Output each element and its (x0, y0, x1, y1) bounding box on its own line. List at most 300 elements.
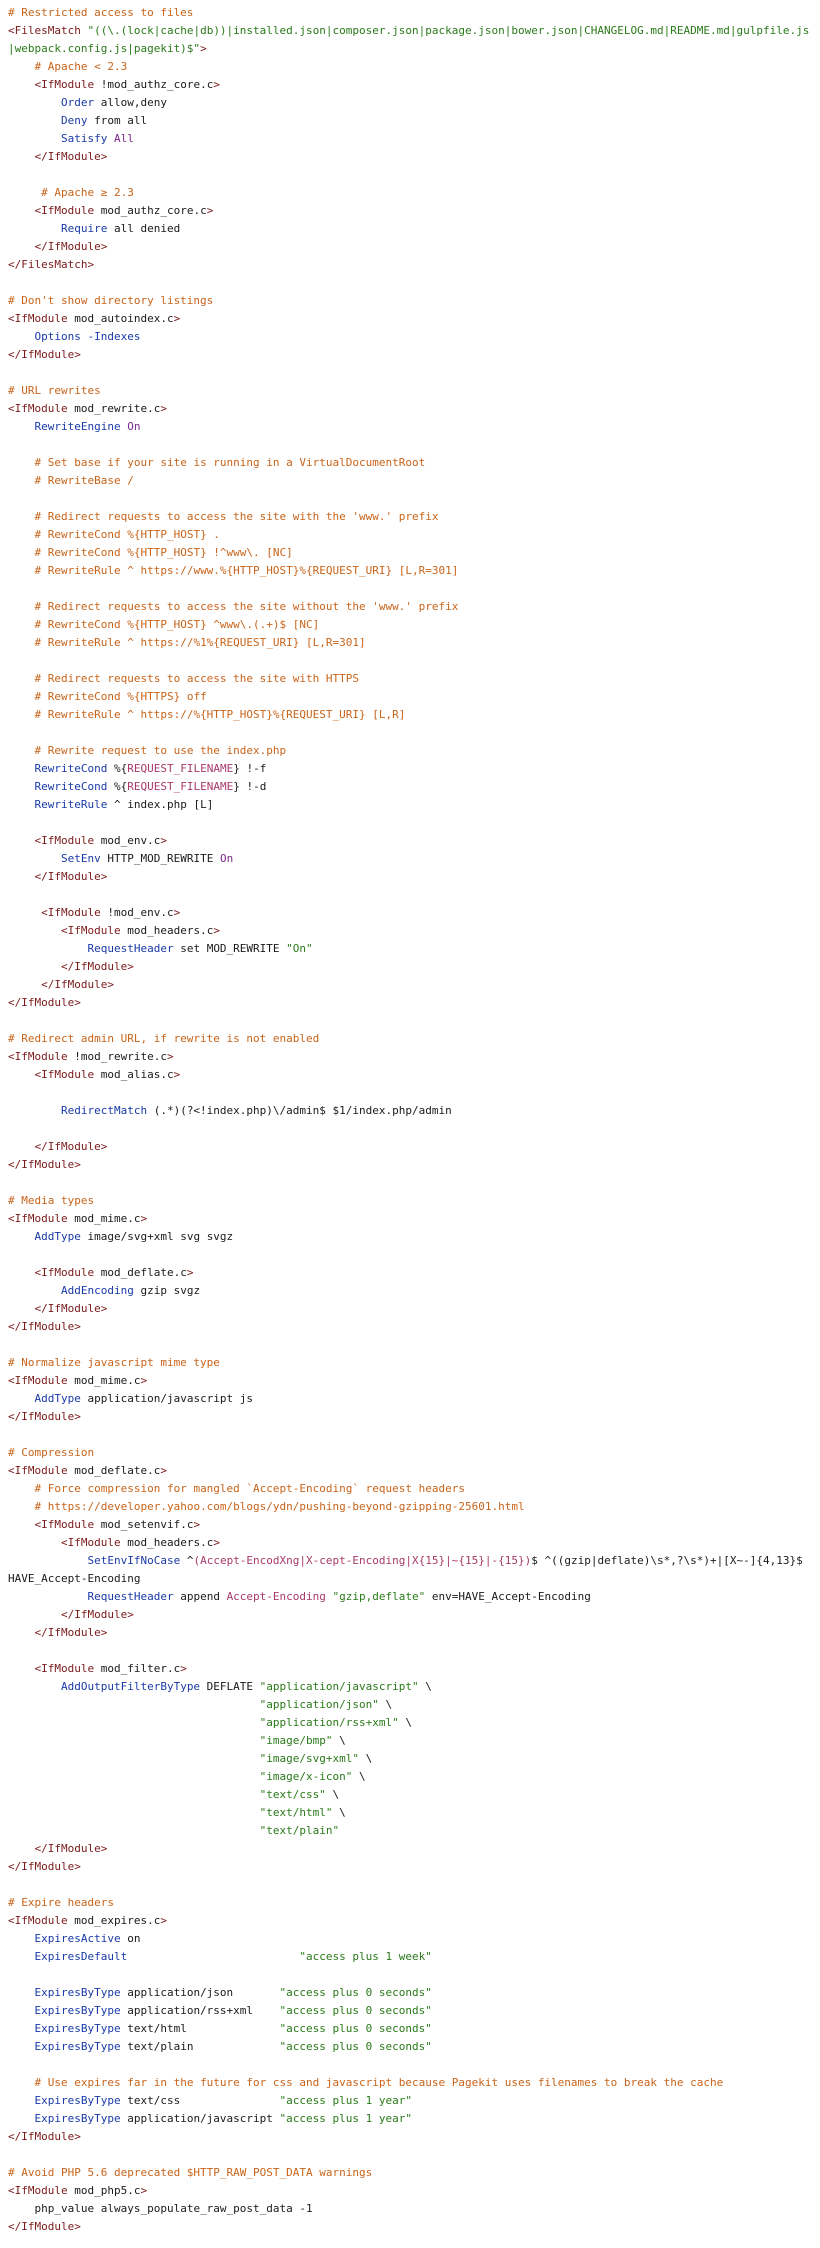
code-token (8, 1698, 260, 1711)
code-line (8, 1768, 812, 1786)
code-token (8, 780, 35, 793)
code-token: <IfModule (34, 1068, 101, 1081)
code-line (8, 1948, 812, 1966)
code-line (8, 1048, 812, 1066)
code-token: </IfModule> (60, 1608, 134, 1621)
code-token (8, 672, 35, 685)
code-token (8, 420, 35, 433)
code-token: RewriteCond (34, 762, 108, 775)
code-line (8, 1894, 812, 1912)
code-line (8, 1732, 812, 1750)
code-token: Options (34, 330, 81, 343)
code-token: </IfModule> (8, 2220, 81, 2233)
code-token: image/svg+xml svg svgz (80, 1230, 234, 1243)
code-token (8, 1986, 35, 1999)
code-token: "((\.(lock|cache|db))|installed.json|composer.json|package.json|bower.json|CHANGELOG.md|README.md|gulpfile.js|webpack.config.js|pagekit)$" (8, 24, 810, 55)
code-token: # Force compression for mangled `Accept-Encoding` request headers (34, 1482, 465, 1495)
code-token (8, 222, 61, 235)
code-token: # Use expires far in the future for css and javascript because Pagekit uses filenames to break the cache (34, 2076, 724, 2089)
code-token: # https://developer.yahoo.com/blogs/ydn/pushing-beyond-gzipping-25601.html (34, 1500, 525, 1513)
code-token: ^ (180, 1554, 194, 1567)
code-line (8, 1696, 812, 1714)
code-token (8, 78, 35, 91)
code-token: !mod_rewrite.c (74, 1050, 167, 1063)
code-line (8, 1642, 812, 1660)
code-line (8, 4, 812, 22)
code-token: %{ (107, 762, 128, 775)
code-token: "image/svg+xml" (259, 1752, 360, 1765)
code-token: <IfModule (8, 312, 75, 325)
code-token: "access plus 1 week" (299, 1950, 432, 1963)
code-token (8, 1824, 260, 1837)
code-token (8, 924, 61, 937)
code-token: allow,deny (94, 96, 167, 109)
code-line (8, 1498, 812, 1516)
code-token: mod_autoindex.c (74, 312, 174, 325)
code-line (8, 1192, 812, 1210)
code-token: %{ (107, 780, 128, 793)
code-token (8, 690, 35, 703)
code-line (8, 1840, 812, 1858)
code-token (107, 132, 114, 145)
code-token: "On" (286, 942, 313, 955)
code-token: > (173, 312, 181, 325)
code-token: REQUEST_FILENAME (127, 780, 234, 793)
code-token (8, 744, 35, 757)
code-token: from all (87, 114, 148, 127)
code-token: </IfModule> (34, 1140, 108, 1153)
code-token: Deny (60, 114, 88, 127)
code-token: > (173, 906, 181, 919)
code-token (8, 1680, 61, 1693)
code-token (8, 1392, 35, 1405)
code-token: AddType (34, 1230, 81, 1243)
code-token: RewriteEngine (34, 420, 121, 433)
code-token: "access plus 0 seconds" (279, 2040, 432, 2053)
code-token: mod_rewrite.c (74, 402, 161, 415)
code-token (8, 1932, 35, 1945)
code-line (8, 706, 812, 724)
code-token (8, 1302, 35, 1315)
code-line (8, 1156, 812, 1174)
code-line (8, 454, 812, 472)
code-token: SetEnv (60, 852, 101, 865)
code-token: </IfModule> (34, 870, 108, 883)
code-token (8, 1590, 87, 1603)
code-line (8, 238, 812, 256)
code-token: <IfModule (8, 2184, 75, 2197)
code-line (8, 616, 812, 634)
code-token: "access plus 0 seconds" (279, 2022, 432, 2035)
code-token: # Redirect requests to access the site without the 'www.' prefix (34, 600, 459, 613)
code-token: (Accept-EncodXng|X-cept-Encoding|X{15}|~{15}|-{15}) (193, 1554, 532, 1567)
code-line (8, 580, 812, 598)
code-token: <IfModule (8, 1212, 75, 1225)
code-token: </IfModule> (8, 2130, 81, 2143)
code-token: application/json (120, 1986, 280, 1999)
code-token: <IfModule (41, 906, 108, 919)
code-line (8, 148, 812, 166)
code-token (8, 186, 41, 199)
code-token: # Set base if your site is running in a VirtualDocumentRoot (34, 456, 426, 469)
code-line (8, 1174, 812, 1192)
code-line (8, 976, 812, 994)
code-token: # RewriteCond %{HTTP_HOST} . (34, 528, 220, 541)
code-token: "image/x-icon" (259, 1770, 353, 1783)
code-token: # Redirect admin URL, if rewrite is not enabled (8, 1032, 320, 1045)
code-line (8, 562, 812, 580)
code-line (8, 1012, 812, 1030)
code-line (8, 688, 812, 706)
code-token: <IfModule (8, 1464, 75, 1477)
code-token: > (180, 1662, 187, 1675)
code-token (8, 1662, 35, 1675)
code-token (8, 1536, 61, 1549)
code-token: "access plus 1 year" (279, 2094, 412, 2107)
code-line (8, 958, 812, 976)
code-token: <IfModule (34, 1266, 101, 1279)
code-line (8, 1408, 812, 1426)
code-token (8, 1950, 35, 1963)
code-token (8, 618, 35, 631)
code-line (8, 598, 812, 616)
code-token: SetEnvIfNoCase (87, 1554, 181, 1567)
code-line (8, 760, 812, 778)
code-token: On (127, 420, 141, 433)
code-token (8, 1482, 35, 1495)
code-token (8, 1068, 35, 1081)
code-token: mod_filter.c (100, 1662, 181, 1675)
code-line (8, 796, 812, 814)
code-token: ExpiresByType (34, 1986, 121, 1999)
code-token: "image/bmp" (259, 1734, 333, 1747)
code-line (8, 1966, 812, 1984)
code-token (8, 528, 35, 541)
code-token: <IfModule (34, 204, 101, 217)
code-token: php_value always_populate_raw_post_data -1 (8, 2202, 313, 2215)
code-token: mod_php5.c (74, 2184, 141, 2197)
code-token: # Compression (8, 1446, 95, 1459)
code-token (8, 60, 35, 73)
code-line (8, 1282, 812, 1300)
code-line (8, 886, 812, 904)
code-line (8, 2002, 812, 2020)
code-token (8, 762, 35, 775)
code-token: mod_alias.c (100, 1068, 174, 1081)
code-line (8, 112, 812, 130)
code-token: # Normalize javascript mime type (8, 1356, 220, 1369)
code-line (8, 868, 812, 886)
code-line (8, 1336, 812, 1354)
code-line (8, 1606, 812, 1624)
code-token (8, 1500, 35, 1513)
code-line (8, 1066, 812, 1084)
code-token: <IfModule (34, 1662, 101, 1675)
code-token: # Rewrite request to use the index.php (34, 744, 287, 757)
code-line (8, 382, 812, 400)
code-token: </IfModule> (34, 240, 108, 253)
code-token (8, 906, 41, 919)
code-token: </IfModule> (34, 150, 108, 163)
code-token (8, 1266, 35, 1279)
code-token: > (213, 78, 220, 91)
code-line (8, 1804, 812, 1822)
code-line (8, 922, 812, 940)
code-token: <IfModule (60, 924, 128, 937)
code-token: "access plus 1 year" (279, 2112, 412, 2125)
code-token: # Avoid PHP 5.6 deprecated $HTTP_RAW_POST_DATA warnings (8, 2166, 373, 2179)
code-token: ^ index.php [L] (107, 798, 214, 811)
code-token: "access plus 0 seconds" (279, 2004, 432, 2017)
code-token (8, 834, 35, 847)
code-token: # RewriteCond %{HTTPS} off (34, 690, 207, 703)
code-token: "text/html" (259, 1806, 333, 1819)
code-token (8, 870, 35, 883)
code-token: # Apache ≥ 2.3 (41, 186, 134, 199)
code-token: AddOutputFilterByType (60, 1680, 201, 1693)
code-line (8, 814, 812, 832)
code-line (8, 2056, 812, 2074)
code-line (8, 1786, 812, 1804)
code-token (8, 978, 41, 991)
code-token: \ (418, 1680, 432, 1693)
code-token (8, 1230, 35, 1243)
code-line (8, 1084, 812, 1102)
code-token: # Redirect requests to access the site with the 'www.' prefix (34, 510, 439, 523)
code-line (8, 1210, 812, 1228)
code-line (8, 1102, 812, 1120)
code-token: text/css (120, 2094, 280, 2107)
code-line (8, 1120, 812, 1138)
code-line (8, 1390, 812, 1408)
code-line (8, 1426, 812, 1444)
code-token: "application/rss+xml" (259, 1716, 399, 1729)
code-token: <IfModule (34, 1518, 101, 1531)
code-token (8, 1104, 61, 1117)
code-token: Require (60, 222, 108, 235)
code-token: \ (378, 1698, 393, 1711)
code-line (8, 544, 812, 562)
code-token: application/javascript (120, 2112, 280, 2125)
code-token: application/rss+xml (120, 2004, 280, 2017)
code-line (8, 2128, 812, 2146)
code-token (8, 1518, 35, 1531)
code-token (326, 1590, 333, 1603)
code-line (8, 472, 812, 490)
code-token (8, 1734, 260, 1747)
code-token: > (213, 1536, 220, 1549)
code-line (8, 1984, 812, 2002)
code-line (8, 832, 812, 850)
code-token: env=HAVE_Accept-Encoding (425, 1590, 591, 1603)
code-token: mod_deflate.c (100, 1266, 187, 1279)
code-line (8, 22, 812, 58)
code-line (8, 1876, 812, 1894)
code-token (8, 2022, 35, 2035)
code-line (8, 76, 812, 94)
code-line (8, 2200, 812, 2218)
code-token: # RewriteRule ^ https://%1%{REQUEST_URI} [L,R=301] (34, 636, 366, 649)
code-token: <IfModule (34, 78, 101, 91)
code-line (8, 1750, 812, 1768)
code-line (8, 2020, 812, 2038)
code-token: > (206, 204, 214, 217)
code-token: RewriteRule (34, 798, 108, 811)
code-token (8, 2004, 35, 2017)
code-token: </IfModule> (8, 348, 81, 361)
code-line (8, 940, 812, 958)
code-line (8, 184, 812, 202)
code-token: <IfModule (34, 834, 101, 847)
code-token (8, 2112, 35, 2125)
code-token (8, 564, 35, 577)
code-line (8, 670, 812, 688)
code-line (8, 436, 812, 454)
code-line (8, 508, 812, 526)
code-token (8, 1788, 260, 1801)
code-token (8, 1842, 35, 1855)
code-line (8, 2092, 812, 2110)
code-token: > (140, 2184, 148, 2197)
code-line (8, 346, 812, 364)
code-token: ExpiresByType (34, 2112, 121, 2125)
code-token: > (160, 402, 167, 415)
code-token: > (140, 1374, 148, 1387)
code-token: mod_deflate.c (74, 1464, 161, 1477)
code-token: # Apache < 2.3 (34, 60, 128, 73)
code-token: HTTP_MOD_REWRITE (100, 852, 220, 865)
code-token: # Restricted access to files (8, 6, 194, 19)
code-token: "gzip,deflate" (332, 1590, 426, 1603)
code-token: ExpiresActive (34, 1932, 121, 1945)
code-token: # Don't show directory listings (8, 294, 214, 307)
code-line (8, 1030, 812, 1048)
code-token: mod_env.c (100, 834, 161, 847)
code-token (8, 96, 61, 109)
code-line (8, 130, 812, 148)
code-line (8, 1678, 812, 1696)
code-token (8, 1770, 260, 1783)
code-line (8, 310, 812, 328)
code-token: > (193, 1518, 201, 1531)
code-token: (.*)(?<!index.php)\/admin$ $1/index.php/admin (147, 1104, 452, 1117)
code-token: <IfModule (8, 1374, 75, 1387)
code-token (8, 708, 35, 721)
code-token: </IfModule> (8, 1860, 81, 1873)
code-line (8, 1588, 812, 1606)
code-token: </IfModule> (60, 960, 134, 973)
code-line (8, 742, 812, 760)
code-token (8, 942, 87, 955)
code-line (8, 256, 812, 274)
code-token: mod_expires.c (74, 1914, 161, 1927)
code-token (8, 474, 35, 487)
code-token: > (166, 1050, 174, 1063)
code-token: mod_mime.c (74, 1212, 141, 1225)
code-token (8, 852, 61, 865)
code-line (8, 1624, 812, 1642)
code-token: <IfModule (8, 1914, 75, 1927)
code-token: AddType (34, 1392, 81, 1405)
code-line (8, 418, 812, 436)
code-line (8, 1228, 812, 1246)
code-line (8, 202, 812, 220)
code-token: RedirectMatch (60, 1104, 148, 1117)
code-token: $ ^((gzip|deflate)\s*,?\s*)+|[X~-]{4,13}$ HAVE_Accept-Encoding (8, 1554, 810, 1585)
code-token: gzip svgz (133, 1284, 201, 1297)
code-token: </IfModule> (8, 996, 81, 1009)
code-line (8, 2182, 812, 2200)
code-token (8, 240, 35, 253)
code-line (8, 1246, 812, 1264)
code-line (8, 1858, 812, 1876)
code-line (8, 1822, 812, 1840)
code-token: Accept-Encoding (226, 1590, 326, 1603)
code-token: mod_mime.c (74, 1374, 141, 1387)
code-line (8, 1300, 812, 1318)
code-token: </IfModule> (8, 1410, 81, 1423)
code-token: </IfModule> (34, 1302, 108, 1315)
code-line (8, 2038, 812, 2056)
code-token: append (173, 1590, 227, 1603)
code-token (8, 1140, 35, 1153)
code-token: \ (325, 1788, 340, 1801)
code-line (8, 652, 812, 670)
code-line (8, 2164, 812, 2182)
code-line (8, 1354, 812, 1372)
code-token: # Redirect requests to access the site with HTTPS (34, 672, 360, 685)
code-token: } !-f (233, 762, 267, 775)
code-token: \ (332, 1806, 346, 1819)
code-token (8, 456, 35, 469)
code-token: "access plus 0 seconds" (279, 1986, 432, 1999)
code-line (8, 166, 812, 184)
code-token: on (120, 1932, 141, 1945)
code-token: # RewriteBase / (34, 474, 134, 487)
code-token (8, 132, 61, 145)
code-token: ExpiresByType (34, 2094, 121, 2107)
code-token (8, 1608, 61, 1621)
code-token: <IfModule (60, 1536, 128, 1549)
code-line (8, 328, 812, 346)
code-token: !mod_env.c (107, 906, 174, 919)
code-token: mod_authz_core.c (100, 204, 207, 217)
code-token: \ (332, 1734, 346, 1747)
code-line (8, 994, 812, 1012)
code-token: # URL rewrites (8, 384, 101, 397)
code-line (8, 1552, 812, 1588)
code-token: </IfModule> (8, 1320, 81, 1333)
code-token: # RewriteRule ^ https://www.%{HTTP_HOST}%{REQUEST_URI} [L,R=301] (34, 564, 459, 577)
code-token: !mod_authz_core.c (100, 78, 214, 91)
code-token: DEFLATE (200, 1680, 260, 1693)
code-line (8, 220, 812, 238)
code-token (8, 150, 35, 163)
code-token: </IfModule> (8, 1158, 81, 1171)
code-token (8, 1626, 35, 1639)
code-token (8, 2094, 35, 2107)
code-token: text/html (120, 2022, 280, 2035)
code-token (8, 798, 35, 811)
code-token: \ (398, 1716, 412, 1729)
code-line (8, 778, 812, 796)
code-token: </IfModule> (41, 978, 114, 991)
code-token: </FilesMatch> (8, 258, 95, 271)
code-token: # RewriteRule ^ https://%{HTTP_HOST}%{REQUEST_URI} [L,R] (34, 708, 406, 721)
code-token: ExpiresDefault (34, 1950, 128, 1963)
code-token: set MOD_REWRITE (173, 942, 287, 955)
code-token: REQUEST_FILENAME (127, 762, 234, 775)
